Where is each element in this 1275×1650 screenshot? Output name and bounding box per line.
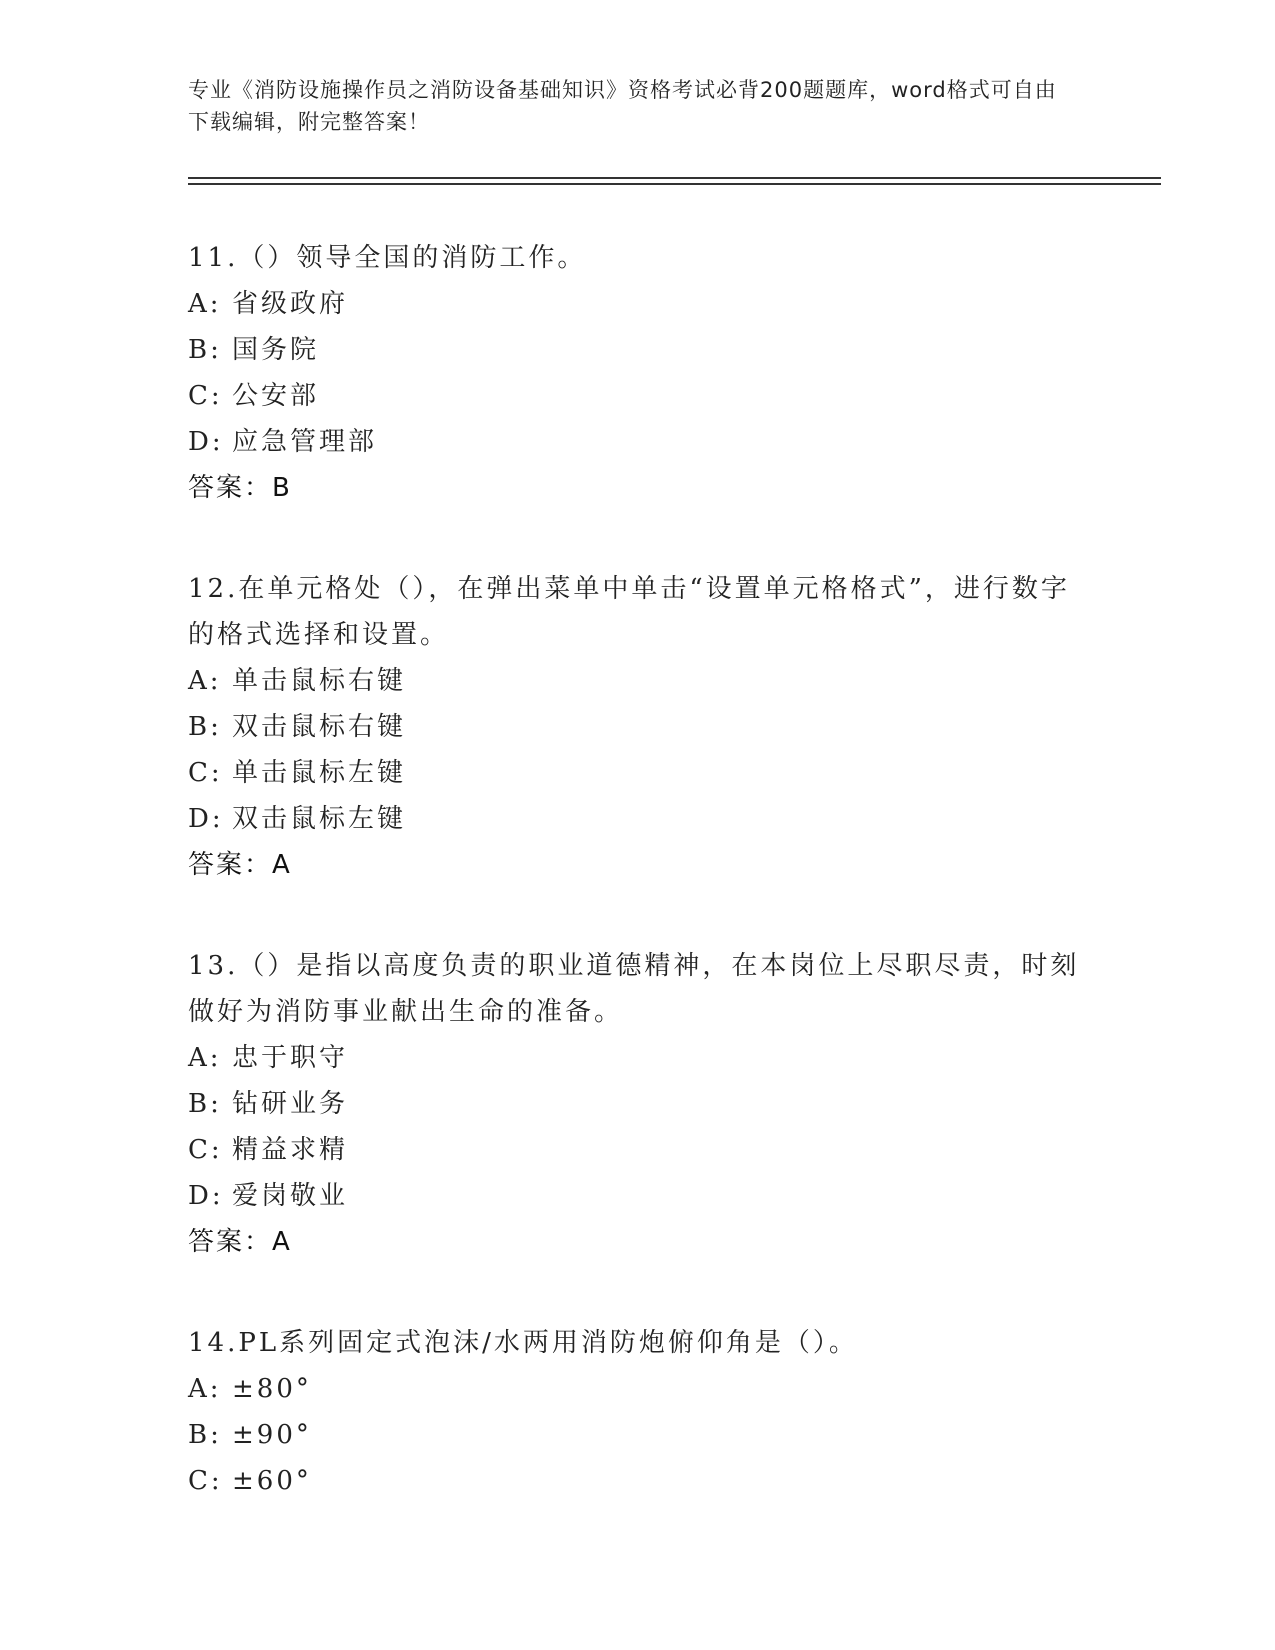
option-d: [188, 419, 1088, 465]
question-list: [188, 235, 1088, 1559]
option-text: 钻研业务: [232, 1089, 349, 1119]
question-stem: 14.PL系列固定式泡沫/水两用消防炮俯仰角是（）。: [188, 1328, 858, 1358]
option-c: [188, 373, 1088, 419]
option-key: D:: [188, 1181, 224, 1211]
question-stem: 12.在单元格处（），在弹出菜单中单击“设置单元格格式”，进行数字的格式选择和设置。: [188, 574, 1070, 650]
option-key: C:: [188, 381, 223, 411]
question-stem: 11.（）领导全国的消防工作。: [188, 243, 587, 273]
option-key: B:: [188, 1089, 222, 1119]
option-text: ±80°: [232, 1374, 312, 1404]
option-a: [188, 1035, 1088, 1081]
option-text: 双击鼠标左键: [232, 804, 407, 834]
answer-line: 答案：B: [188, 473, 292, 503]
option-text: 省级政府: [232, 289, 349, 319]
option-a: [188, 1366, 1088, 1412]
option-b: [188, 327, 1088, 373]
option-key: B:: [188, 712, 222, 742]
option-text: 单击鼠标左键: [232, 758, 407, 788]
question-item: [188, 1320, 1088, 1504]
option-key: A:: [188, 666, 222, 696]
document-header: 专业《消防设施操作员之消防设备基础知识》资格考试必背200题题库，word格式可自由下载编辑，附完整答案！: [188, 78, 1057, 134]
option-b: [188, 704, 1088, 750]
option-d: [188, 796, 1088, 842]
option-text: ±90°: [232, 1420, 312, 1450]
option-key: C:: [188, 758, 223, 788]
header-divider-bottom: [188, 183, 1161, 185]
option-text: 公安部: [232, 381, 320, 411]
option-text: 精益求精: [232, 1135, 349, 1165]
option-text: 国务院: [232, 335, 320, 365]
option-key: C:: [188, 1135, 223, 1165]
option-text: 单击鼠标右键: [232, 666, 407, 696]
question-item: [188, 943, 1088, 1265]
option-text: 应急管理部: [232, 427, 378, 457]
option-key: A:: [188, 289, 222, 319]
option-d: [188, 1173, 1088, 1219]
option-key: D:: [188, 427, 224, 457]
option-key: B:: [188, 335, 222, 365]
question-item: [188, 566, 1088, 888]
header-divider-top: [188, 177, 1161, 179]
option-key: C:: [188, 1466, 223, 1496]
option-key: A:: [188, 1043, 222, 1073]
option-b: [188, 1081, 1088, 1127]
option-text: 忠于职守: [232, 1043, 349, 1073]
option-c: [188, 1127, 1088, 1173]
option-b: [188, 1412, 1088, 1458]
option-c: [188, 1458, 1088, 1504]
option-text: ±60°: [232, 1466, 312, 1496]
option-a: [188, 281, 1088, 327]
option-key: B:: [188, 1420, 222, 1450]
option-a: [188, 658, 1088, 704]
option-text: 双击鼠标右键: [232, 712, 407, 742]
question-stem: 13.（）是指以高度负责的职业道德精神，在本岗位上尽职尽责，时刻做好为消防事业献出生命的准备。: [188, 951, 1080, 1027]
question-item: [188, 235, 1088, 511]
answer-line: 答案：A: [188, 850, 292, 880]
option-key: A:: [188, 1374, 222, 1404]
option-key: D:: [188, 804, 224, 834]
answer-line: 答案：A: [188, 1227, 292, 1257]
option-c: [188, 750, 1088, 796]
option-text: 爱岗敬业: [232, 1181, 349, 1211]
